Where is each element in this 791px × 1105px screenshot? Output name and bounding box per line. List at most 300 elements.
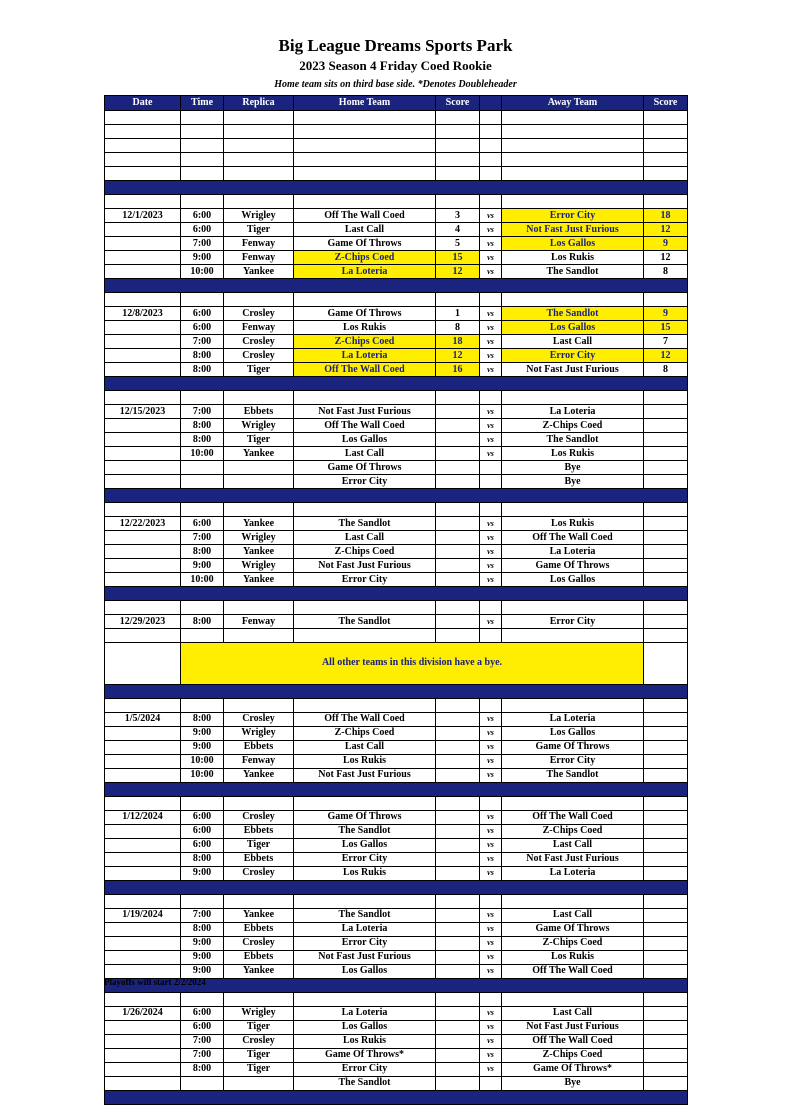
empty-cell [294,796,436,810]
vs-cell: vs [480,950,502,964]
time-cell: 9:00 [181,936,224,950]
home-score-cell [436,573,480,587]
replica-cell: Ebbets [224,405,294,419]
date-cell: 1/12/2024 [105,810,181,824]
empty-cell [502,503,644,517]
vs-cell: vs [480,866,502,880]
away-team-cell: Error City [502,209,644,223]
time-cell: 6:00 [181,307,224,321]
replica-cell: Crosley [224,1034,294,1048]
time-cell: 8:00 [181,615,224,629]
game-row [105,517,688,531]
vs-cell: vs [480,419,502,433]
away-score-cell [644,433,688,447]
empty-cell [181,992,224,1006]
empty-cell [644,894,688,908]
empty-cell [480,153,502,167]
away-team-cell: Last Call [502,838,644,852]
week-separator [105,181,688,195]
empty-cell [224,195,294,209]
replica-cell: Ebbets [224,922,294,936]
date-cell: 12/1/2023 [105,209,181,223]
away-team-cell: Z-Chips Coed [502,1048,644,1062]
replica-cell: Tiger [224,1020,294,1034]
home-team-cell: Z-Chips Coed [294,335,436,349]
away-score-cell [644,517,688,531]
blank-row [105,894,688,908]
home-score-cell [436,447,480,461]
empty-cell [224,503,294,517]
away-score-cell [644,810,688,824]
week-separator [105,1090,688,1104]
game-row [105,1006,688,1020]
replica-cell: Tiger [224,838,294,852]
vs-cell: vs [480,573,502,587]
away-score-cell [644,712,688,726]
time-cell: 6:00 [181,838,224,852]
replica-cell: Yankee [224,573,294,587]
time-cell: 6:00 [181,824,224,838]
away-team-cell: Los Gallos [502,573,644,587]
empty-cell [644,293,688,307]
away-team-cell: The Sandlot [502,768,644,782]
away-team-cell: La Loteria [502,712,644,726]
empty-cell [644,139,688,153]
away-team-cell: Error City [502,349,644,363]
home-team-cell: Last Call [294,447,436,461]
home-score-cell [436,461,480,475]
home-team-cell: Error City [294,475,436,489]
vs-cell: vs [480,936,502,950]
home-team-cell: Game Of Throws [294,237,436,251]
date-cell [105,1048,181,1062]
empty-cell [644,503,688,517]
time-cell: 8:00 [181,1062,224,1076]
replica-cell: Wrigley [224,559,294,573]
replica-cell: Crosley [224,936,294,950]
home-team-cell: Error City [294,573,436,587]
time-cell: 7:00 [181,405,224,419]
away-team-cell: La Loteria [502,405,644,419]
empty-cell [644,643,688,685]
separator-bar [105,489,688,503]
away-score-cell [644,768,688,782]
empty-cell [502,992,644,1006]
week-separator [105,684,688,698]
col-header-date: Date [105,96,181,111]
vs-cell: vs [480,824,502,838]
empty-cell [105,894,181,908]
home-team-cell: Los Gallos [294,838,436,852]
empty-cell [294,601,436,615]
date-cell [105,1020,181,1034]
empty-cell [502,195,644,209]
away-team-cell: Game Of Throws [502,740,644,754]
empty-cell [436,167,480,181]
blank-row [105,111,688,125]
away-team-cell: Z-Chips Coed [502,936,644,950]
away-score-cell: 18 [644,209,688,223]
date-cell [105,335,181,349]
home-team-cell: Los Rukis [294,321,436,335]
empty-cell [105,195,181,209]
empty-cell [105,111,181,125]
empty-cell [436,601,480,615]
time-cell: 10:00 [181,447,224,461]
empty-cell [224,111,294,125]
date-cell [105,950,181,964]
date-cell [105,824,181,838]
empty-cell [436,125,480,139]
empty-cell [224,125,294,139]
vs-cell: vs [480,726,502,740]
date-cell [105,573,181,587]
away-score-cell [644,531,688,545]
away-score-cell: 12 [644,251,688,265]
empty-cell [105,391,181,405]
vs-cell: vs [480,209,502,223]
game-row [105,545,688,559]
replica-cell: Fenway [224,615,294,629]
schedule-table [104,95,688,1105]
home-score-cell [436,908,480,922]
away-score-cell: 8 [644,265,688,279]
home-team-cell: Off The Wall Coed [294,712,436,726]
date-cell [105,1034,181,1048]
vs-cell: vs [480,251,502,265]
empty-cell [224,391,294,405]
blank-row [105,195,688,209]
away-team-cell: La Loteria [502,866,644,880]
home-team-cell: La Loteria [294,1006,436,1020]
away-score-cell: 9 [644,237,688,251]
game-row [105,573,688,587]
date-cell [105,447,181,461]
replica-cell: Crosley [224,307,294,321]
home-score-cell [436,726,480,740]
game-row [105,1020,688,1034]
empty-cell [644,167,688,181]
home-score-cell [436,433,480,447]
replica-cell: Yankee [224,964,294,978]
playoffs-note: Playoffs will start 2/2/2024 [104,977,206,987]
home-team-cell: Last Call [294,223,436,237]
empty-cell [436,503,480,517]
game-row [105,726,688,740]
vs-cell: vs [480,740,502,754]
empty-cell [480,391,502,405]
date-cell: 1/5/2024 [105,712,181,726]
empty-cell [436,195,480,209]
game-row [105,1062,688,1076]
empty-cell [502,601,644,615]
replica-cell: Crosley [224,866,294,880]
blank-row [105,629,688,643]
date-cell [105,433,181,447]
empty-cell [502,153,644,167]
empty-cell [480,167,502,181]
date-cell [105,726,181,740]
vs-cell: vs [480,545,502,559]
empty-cell [436,992,480,1006]
empty-cell [105,167,181,181]
home-team-cell: Los Rukis [294,866,436,880]
away-team-cell: Los Gallos [502,726,644,740]
home-score-cell [436,1006,480,1020]
bye-row [105,475,688,489]
table-header-row [105,96,688,111]
replica-cell: Crosley [224,810,294,824]
game-row [105,433,688,447]
empty-cell [436,391,480,405]
replica-cell: Fenway [224,237,294,251]
home-score-cell [436,545,480,559]
home-team-cell: Z-Chips Coed [294,726,436,740]
time-cell: 10:00 [181,754,224,768]
replica-cell: Crosley [224,712,294,726]
away-team-cell: Not Fast Just Furious [502,852,644,866]
empty-cell [644,153,688,167]
empty-cell [480,293,502,307]
away-score-cell: 12 [644,349,688,363]
home-team-cell: Error City [294,936,436,950]
time-cell: 10:00 [181,265,224,279]
home-team-cell: Not Fast Just Furious [294,559,436,573]
home-team-cell: Off The Wall Coed [294,419,436,433]
home-team-cell: La Loteria [294,265,436,279]
empty-cell [480,503,502,517]
blank-row [105,391,688,405]
empty-cell [181,698,224,712]
replica-cell: Wrigley [224,1006,294,1020]
empty-cell [224,153,294,167]
time-cell: 6:00 [181,223,224,237]
home-team-cell: Last Call [294,531,436,545]
away-team-cell: Game Of Throws* [502,1062,644,1076]
home-score-cell [436,838,480,852]
game-row [105,237,688,251]
away-team-cell: Last Call [502,1006,644,1020]
page-subtitle: 2023 Season 4 Friday Coed Rookie [299,58,492,73]
empty-cell [105,503,181,517]
replica-cell: Tiger [224,1048,294,1062]
empty-cell [224,629,294,643]
date-cell [105,223,181,237]
home-team-cell: Not Fast Just Furious [294,768,436,782]
blank-row [105,293,688,307]
replica-cell [224,461,294,475]
date-cell [105,237,181,251]
game-row [105,768,688,782]
away-score-cell [644,866,688,880]
away-score-cell [644,573,688,587]
home-score-cell [436,1062,480,1076]
away-score-cell [644,726,688,740]
time-cell: 8:00 [181,419,224,433]
away-team-cell: Bye [502,475,644,489]
time-cell: 6:00 [181,1006,224,1020]
empty-cell [502,894,644,908]
date-cell [105,866,181,880]
home-team-cell: Not Fast Just Furious [294,950,436,964]
away-score-cell [644,615,688,629]
empty-cell [644,796,688,810]
date-cell [105,265,181,279]
time-cell: 7:00 [181,237,224,251]
home-score-cell [436,754,480,768]
away-score-cell [644,1034,688,1048]
empty-cell [644,698,688,712]
home-score-cell: 12 [436,349,480,363]
col-header-home-team: Home Team [294,96,436,111]
empty-cell [105,643,181,685]
game-row [105,1034,688,1048]
date-cell: 1/19/2024 [105,908,181,922]
date-cell [105,363,181,377]
away-team-cell: Off The Wall Coed [502,1034,644,1048]
time-cell: 7:00 [181,335,224,349]
empty-cell [480,125,502,139]
home-score-cell [436,768,480,782]
empty-cell [480,139,502,153]
away-team-cell: Z-Chips Coed [502,419,644,433]
replica-cell: Tiger [224,363,294,377]
game-row [105,810,688,824]
blank-row [105,125,688,139]
replica-cell: Crosley [224,335,294,349]
game-row [105,209,688,223]
week-separator [105,880,688,894]
game-row [105,405,688,419]
home-team-cell: Game Of Throws [294,307,436,321]
vs-cell: vs [480,1020,502,1034]
home-score-cell [436,1034,480,1048]
date-cell [105,754,181,768]
vs-cell: vs [480,922,502,936]
replica-cell: Tiger [224,1062,294,1076]
vs-cell: vs [480,531,502,545]
empty-cell [105,629,181,643]
time-cell: 8:00 [181,363,224,377]
empty-cell [181,894,224,908]
home-team-cell: Error City [294,852,436,866]
date-cell [105,531,181,545]
game-row [105,712,688,726]
home-team-cell: Los Rukis [294,754,436,768]
home-team-cell: The Sandlot [294,517,436,531]
home-team-cell: La Loteria [294,349,436,363]
empty-cell [105,139,181,153]
col-header-replica: Replica [224,96,294,111]
away-team-cell: Off The Wall Coed [502,531,644,545]
time-cell: 9:00 [181,740,224,754]
empty-cell [502,293,644,307]
home-score-cell [436,405,480,419]
vs-cell: vs [480,615,502,629]
home-score-cell: 4 [436,223,480,237]
game-row [105,363,688,377]
game-row [105,740,688,754]
date-cell: 12/15/2023 [105,405,181,419]
blank-row [105,601,688,615]
away-team-cell: Bye [502,461,644,475]
date-cell: 12/8/2023 [105,307,181,321]
blank-row [105,992,688,1006]
vs-cell: vs [480,852,502,866]
home-team-cell: Z-Chips Coed [294,545,436,559]
empty-cell [181,503,224,517]
vs-cell: vs [480,405,502,419]
empty-cell [480,195,502,209]
empty-cell [436,139,480,153]
away-score-cell [644,1048,688,1062]
time-cell: 9:00 [181,950,224,964]
game-row [105,559,688,573]
week-separator [105,377,688,391]
date-cell [105,936,181,950]
empty-cell [644,195,688,209]
home-score-cell [436,922,480,936]
vs-cell: vs [480,559,502,573]
empty-cell [480,894,502,908]
empty-cell [181,125,224,139]
empty-cell [480,992,502,1006]
away-team-cell: The Sandlot [502,265,644,279]
replica-cell: Yankee [224,447,294,461]
empty-cell [224,139,294,153]
col-header-time: Time [181,96,224,111]
away-score-cell [644,559,688,573]
home-score-cell [436,824,480,838]
away-team-cell: The Sandlot [502,307,644,321]
empty-cell [502,629,644,643]
away-score-cell [644,740,688,754]
replica-cell: Wrigley [224,209,294,223]
empty-cell [294,629,436,643]
home-team-cell: The Sandlot [294,1076,436,1090]
time-cell: 6:00 [181,810,224,824]
week-separator [105,587,688,601]
empty-cell [644,992,688,1006]
away-team-cell: Error City [502,754,644,768]
empty-cell [224,601,294,615]
date-cell: 12/22/2023 [105,517,181,531]
time-cell: 7:00 [181,1034,224,1048]
away-team-cell: Los Rukis [502,950,644,964]
time-cell [181,475,224,489]
empty-cell [644,629,688,643]
vs-cell: vs [480,237,502,251]
date-cell [105,922,181,936]
time-cell: 6:00 [181,321,224,335]
empty-cell [502,139,644,153]
vs-cell: vs [480,754,502,768]
away-team-cell: Off The Wall Coed [502,964,644,978]
vs-cell [480,461,502,475]
replica-cell: Tiger [224,223,294,237]
empty-cell [105,125,181,139]
away-team-cell: Los Rukis [502,447,644,461]
game-row [105,922,688,936]
date-cell: 12/29/2023 [105,615,181,629]
empty-cell [644,125,688,139]
col-header-away-team: Away Team [502,96,644,111]
empty-cell [294,992,436,1006]
vs-cell: vs [480,265,502,279]
empty-cell [181,601,224,615]
game-row [105,615,688,629]
game-row [105,307,688,321]
